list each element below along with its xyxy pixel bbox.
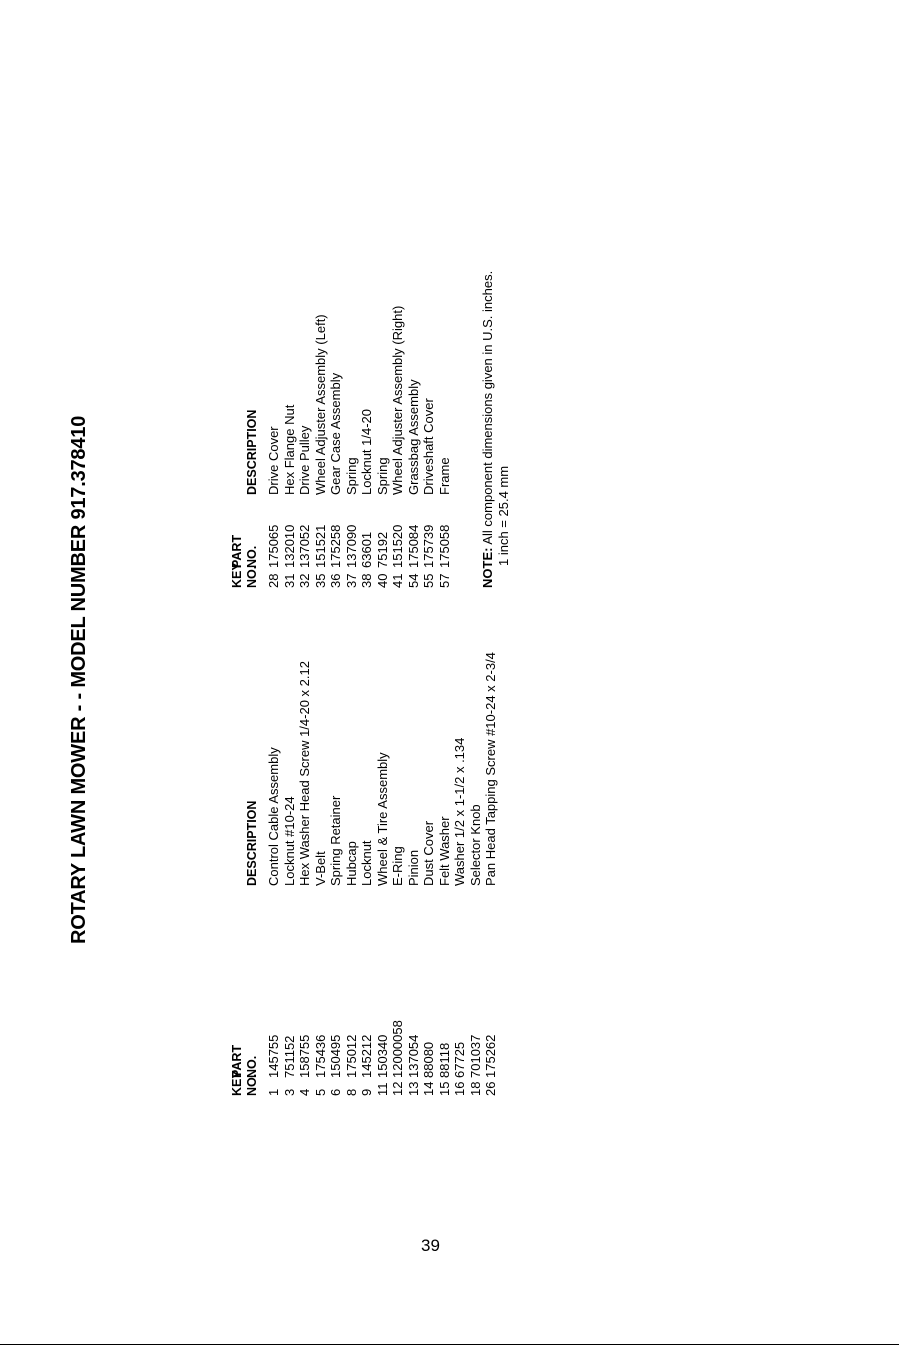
part-number-cell: 67725 xyxy=(452,1041,467,1078)
key-cell: 6 xyxy=(328,1088,343,1096)
description-cell: Control Cable Assembly xyxy=(266,747,281,886)
key-cell: 8 xyxy=(343,1088,359,1096)
part-number-cell: 145755 xyxy=(266,1034,281,1078)
description-cell: Spring xyxy=(343,457,359,495)
description-cell: Dust Cover xyxy=(421,820,436,886)
description-cell: E-Ring xyxy=(390,846,405,886)
key-cell: 14 xyxy=(421,1081,436,1096)
table-row xyxy=(313,306,329,588)
description-cell: Drive Pulley xyxy=(297,425,312,495)
description-cell: Locknut 1/4-20 xyxy=(359,408,374,495)
description-header: DESCRIPTION xyxy=(245,800,259,886)
table-body xyxy=(266,306,452,588)
table-row xyxy=(468,652,484,1096)
description-cell: Wheel Adjuster Assembly (Right) xyxy=(390,305,405,495)
key-cell: 15 xyxy=(436,1081,452,1096)
note-text: All component dimensions given in U.S. inches. xyxy=(480,270,495,548)
table-row xyxy=(483,652,499,1096)
part-number-cell: 751152 xyxy=(281,1035,297,1078)
table-header-2 xyxy=(245,306,260,588)
page-number: 39 xyxy=(421,1236,440,1255)
description-cell: V-Belt xyxy=(312,851,328,886)
part-number-cell: 175058 xyxy=(436,524,452,568)
description-cell: Drive Cover xyxy=(266,426,281,495)
table-row xyxy=(344,652,360,1096)
note-conversion: 1 inch = 25.4 mm xyxy=(495,465,511,566)
part-number-cell: 175262 xyxy=(483,1034,498,1078)
table-row xyxy=(297,306,313,588)
table-row xyxy=(452,652,468,1096)
part-number-cell: 88080 xyxy=(421,1041,436,1078)
part-number-cell: 151521 xyxy=(312,524,328,568)
part-number-cell: 132010 xyxy=(281,524,297,568)
page-title: ROTARY LAWN MOWER - - MODEL NUMBER 917.378410 xyxy=(68,415,90,944)
parts-table-right xyxy=(230,306,452,588)
table-row xyxy=(406,306,422,588)
key-cell: 18 xyxy=(467,1081,483,1096)
part-number-cell: 75192 xyxy=(374,531,390,568)
key-cell: 28 xyxy=(266,573,281,588)
table-row xyxy=(375,652,391,1096)
key-cell: 9 xyxy=(359,1088,374,1096)
table-row xyxy=(313,652,329,1096)
table-header xyxy=(230,652,245,1096)
key-cell: 41 xyxy=(390,573,405,588)
description-cell: Felt Washer xyxy=(436,816,452,886)
part-number-cell: 137090 xyxy=(343,524,359,568)
description-cell: Pan Head Tapping Screw #10-24 x 2-3/4 xyxy=(483,652,498,886)
key-cell: 32 xyxy=(297,573,312,588)
part-header-2: NO. xyxy=(245,545,259,568)
description-cell: Frame xyxy=(436,457,452,495)
description-cell: Hex Flange Nut xyxy=(281,404,297,495)
key-header-2: NO. xyxy=(245,1073,259,1096)
part-number-cell: 63601 xyxy=(359,531,374,568)
table-row xyxy=(266,306,282,588)
part-number-cell: 175739 xyxy=(421,524,436,568)
part-header-2: NO. xyxy=(245,1055,259,1078)
part-number-cell: 12000058 xyxy=(390,1020,405,1078)
description-cell: Spring xyxy=(374,457,390,495)
table-row xyxy=(390,306,406,588)
description-cell: Spring Retainer xyxy=(328,795,343,886)
key-header: KEY xyxy=(230,562,244,588)
table-row xyxy=(282,306,298,588)
description-cell: Wheel & Tire Assembly xyxy=(374,752,390,886)
key-cell: 38 xyxy=(359,573,374,588)
part-number-cell: 175084 xyxy=(405,524,421,568)
description-cell: Gear Case Assembly xyxy=(328,372,343,495)
key-cell: 31 xyxy=(281,573,297,588)
parts-table-left xyxy=(230,652,499,1096)
part-number-cell: 150340 xyxy=(374,1034,390,1078)
part-number-cell: 137052 xyxy=(297,524,312,568)
description-cell: Driveshaft Cover xyxy=(421,398,436,495)
description-cell: Locknut #10-24 xyxy=(281,796,297,886)
table-row xyxy=(421,306,437,588)
key-cell: 3 xyxy=(281,1088,297,1096)
description-cell: Hubcap xyxy=(343,841,359,886)
part-number-cell: 88118 xyxy=(436,1042,452,1078)
key-cell: 36 xyxy=(328,573,343,588)
table-row xyxy=(328,652,344,1096)
table-header-2 xyxy=(245,652,260,1096)
dimension-note xyxy=(480,271,511,588)
part-header: PART xyxy=(230,1044,244,1078)
key-cell: 16 xyxy=(452,1081,467,1096)
part-number-cell: 137054 xyxy=(405,1034,421,1078)
table-body xyxy=(266,652,499,1096)
table-row xyxy=(328,306,344,588)
key-cell: 13 xyxy=(405,1081,421,1096)
table-row xyxy=(421,652,437,1096)
table-row xyxy=(344,306,360,588)
description-header: DESCRIPTION xyxy=(245,409,259,495)
note-label: NOTE: xyxy=(480,547,495,588)
table-row xyxy=(266,652,282,1096)
part-number-cell: 158755 xyxy=(297,1034,312,1078)
table-row xyxy=(297,652,313,1096)
part-number-cell: 175436 xyxy=(312,1034,328,1078)
description-cell: Grassbag Assembly xyxy=(405,379,421,495)
key-cell: 4 xyxy=(297,1088,312,1096)
key-cell: 11 xyxy=(374,1082,390,1096)
key-cell: 37 xyxy=(343,573,359,588)
part-number-cell: 151520 xyxy=(390,524,405,568)
key-header: KEY xyxy=(230,1070,244,1096)
table-row xyxy=(359,306,375,588)
key-cell: 55 xyxy=(421,573,436,588)
part-number-cell: 150495 xyxy=(328,1034,343,1078)
description-cell: Locknut xyxy=(359,840,374,886)
description-cell: Hex Washer Head Screw 1/4-20 x 2.12 xyxy=(297,661,312,886)
part-number-cell: 175012 xyxy=(343,1034,359,1078)
table-row xyxy=(437,652,453,1096)
key-cell: 35 xyxy=(312,573,328,588)
table-row xyxy=(390,652,406,1096)
table-row xyxy=(359,652,375,1096)
key-cell: 40 xyxy=(374,573,390,588)
bottom-rule xyxy=(0,1344,899,1345)
table-row xyxy=(375,306,391,588)
key-cell: 12 xyxy=(390,1081,405,1096)
description-cell: Wheel Adjuster Assembly (Left) xyxy=(312,314,328,495)
key-cell: 5 xyxy=(312,1088,328,1096)
table-row xyxy=(406,652,422,1096)
part-number-cell: 175065 xyxy=(266,524,281,568)
part-number-cell: 701037 xyxy=(467,1034,483,1078)
key-cell: 1 xyxy=(266,1088,281,1096)
description-cell: Washer 1/2 x 1-1/2 x .134 xyxy=(452,737,467,886)
key-cell: 26 xyxy=(483,1081,498,1096)
description-cell: Pinion xyxy=(405,849,421,886)
description-cell: Selector Knob xyxy=(467,804,483,886)
part-number-cell: 175258 xyxy=(328,524,343,568)
table-row xyxy=(282,652,298,1096)
table-row xyxy=(437,306,453,588)
table-header xyxy=(230,306,245,588)
part-number-cell: 145212 xyxy=(359,1034,374,1078)
key-cell: 54 xyxy=(405,573,421,588)
key-header-2: NO. xyxy=(245,565,259,588)
part-header: PART xyxy=(230,534,244,568)
key-cell: 57 xyxy=(436,573,452,588)
